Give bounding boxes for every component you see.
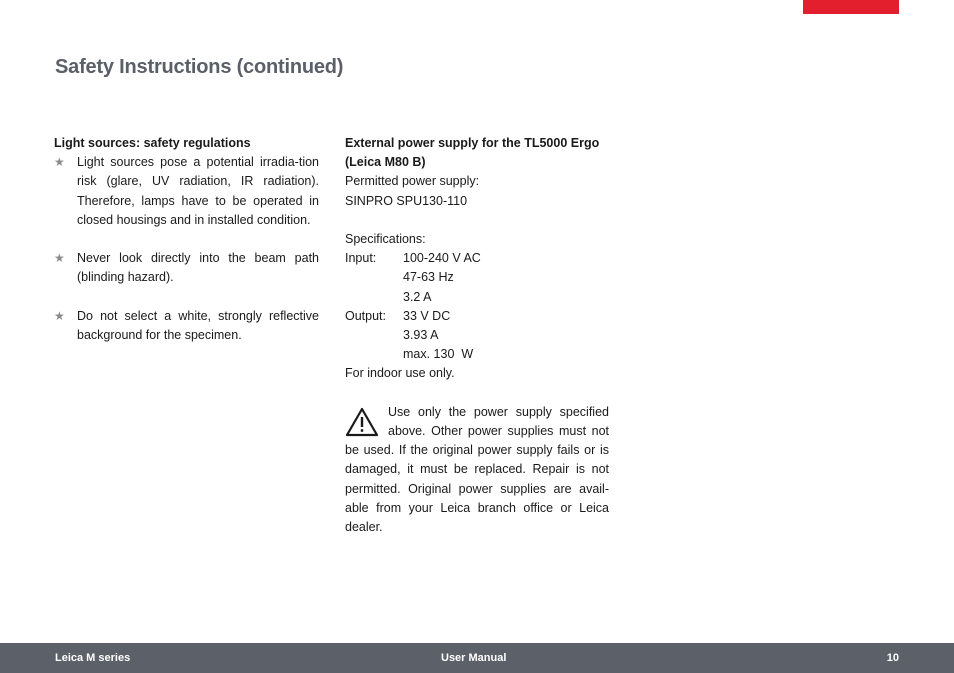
footer-page-number: 10 — [886, 652, 899, 664]
star-bullet-icon: ★ — [54, 251, 65, 266]
star-bullet-icon: ★ — [54, 155, 65, 170]
permitted-value: SINPRO SPU130-110 — [345, 193, 468, 208]
footer-document-title: User Manual — [441, 652, 507, 664]
list-item — [54, 307, 319, 345]
light-sources-section — [54, 134, 319, 345]
output-label: Output: — [345, 308, 386, 323]
spacer — [345, 384, 609, 403]
input-value: 100-240 V AC — [403, 251, 481, 266]
warning-text: Use only the power supply specified above. Other power supplies must not be used. If the original power supply fails or is damaged, it must be replaced. Repair is not permitted. Original power supplies are avail-able from your Leica branch office or Leica dealer. — [345, 404, 609, 535]
list-item — [54, 249, 319, 287]
output-spec-row — [345, 326, 609, 345]
spacer — [345, 211, 609, 230]
power-supply-heading-line2: (Leica M80 B) — [345, 155, 426, 170]
power-supply-heading-line1: External power supply for the TL5000 Ergo — [345, 136, 600, 150]
red-tab-marker — [803, 0, 899, 14]
page-footer — [0, 643, 954, 673]
indoor-use-note: For indoor use only. — [345, 366, 455, 381]
output-spec-row — [345, 345, 609, 364]
warning-note — [345, 403, 609, 537]
list-item — [54, 153, 319, 230]
output-value: 3.93 A — [403, 328, 439, 343]
input-label: Input: — [345, 251, 377, 266]
footer-product-name: Leica M series — [55, 652, 131, 664]
specifications-label: Specifications: — [345, 232, 426, 246]
bullet-text: Never look directly into the beam path (blinding hazard). — [77, 251, 319, 285]
warning-triangle-icon — [345, 407, 379, 437]
input-spec-row — [345, 288, 609, 307]
input-spec-row — [345, 268, 609, 287]
page-title: Safety Instructions (continued) — [55, 56, 344, 78]
output-spec-row — [345, 307, 609, 326]
input-value: 47-63 Hz — [403, 270, 454, 285]
power-supply-section — [345, 134, 609, 537]
bullet-text: Do not select a white, strongly reflective background for the specimen. — [77, 308, 319, 342]
light-sources-heading: Light sources: safety regulations — [54, 136, 251, 150]
input-spec-row — [345, 249, 609, 268]
permitted-label: Permitted power supply: — [345, 174, 480, 189]
input-value: 3.2 A — [403, 289, 432, 304]
star-bullet-icon: ★ — [54, 308, 65, 323]
output-value: 33 V DC — [403, 308, 451, 323]
bullet-text: Light sources pose a potential irradia-tion risk (glare, UV radiation, IR radiation). Therefore, lamps have to be operated in closed housings and in installed condition. — [77, 155, 319, 227]
output-value: max. 130 W — [403, 347, 474, 362]
